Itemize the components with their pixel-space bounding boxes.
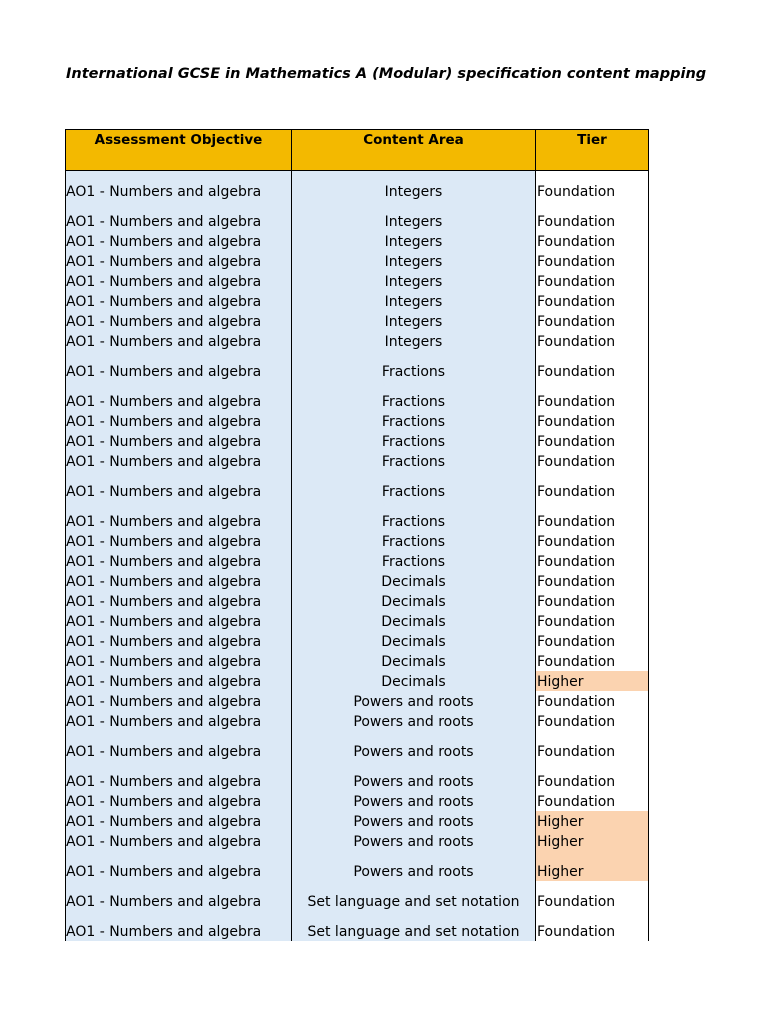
assessment-objective-cell xyxy=(66,431,292,451)
assessment-objective-cell xyxy=(66,381,292,411)
tier-cell xyxy=(536,651,649,671)
tier-cell xyxy=(536,791,649,811)
tier-cell xyxy=(536,471,649,501)
assessment-objective-cell xyxy=(66,351,292,381)
assessment-objective-cell xyxy=(66,411,292,431)
content-area-cell xyxy=(292,811,536,831)
tier-cell-text: Foundation xyxy=(537,414,616,430)
tier-cell xyxy=(536,611,649,631)
content-area-cell xyxy=(292,731,536,761)
content-area-cell-text: Fractions xyxy=(381,414,446,430)
tier-cell xyxy=(536,271,649,291)
tier-cell xyxy=(536,851,649,881)
tier-cell-text: Foundation xyxy=(537,634,616,650)
tier-cell-text: Foundation xyxy=(537,394,616,410)
content-area-cell xyxy=(292,911,536,941)
tier-cell-text: Foundation xyxy=(537,484,616,500)
tier-cell-text: Foundation xyxy=(537,574,616,590)
table-row xyxy=(66,351,649,381)
tier-cell-text: Foundation xyxy=(537,534,616,550)
assessment-objective-cell xyxy=(66,551,292,571)
content-area-cell xyxy=(292,881,536,911)
table-header xyxy=(66,129,649,171)
content-area-cell-text: Integers xyxy=(384,334,443,350)
assessment-objective-cell-text: AO1 - Numbers and algebra xyxy=(66,394,262,410)
tier-cell xyxy=(536,251,649,271)
content-area-cell xyxy=(292,711,536,731)
tier-cell xyxy=(536,411,649,431)
assessment-objective-cell-text: AO1 - Numbers and algebra xyxy=(66,594,262,610)
table-row xyxy=(66,811,649,831)
tier-cell-text: Foundation xyxy=(537,554,616,570)
tier-cell-text: Foundation xyxy=(537,274,616,290)
assessment-objective-cell-text: AO1 - Numbers and algebra xyxy=(66,294,262,310)
table-row xyxy=(66,501,649,531)
tier-cell xyxy=(536,231,649,251)
table-row xyxy=(66,731,649,761)
assessment-objective-cell-text: AO1 - Numbers and algebra xyxy=(66,744,262,760)
table-row xyxy=(66,531,649,551)
table-row xyxy=(66,251,649,271)
content-area-cell xyxy=(292,791,536,811)
content-area-cell-text: Fractions xyxy=(381,534,446,550)
assessment-objective-cell-text: AO1 - Numbers and algebra xyxy=(66,454,262,470)
tier-cell-text: Foundation xyxy=(537,314,616,330)
table-row xyxy=(66,911,649,941)
assessment-objective-cell-text: AO1 - Numbers and algebra xyxy=(66,254,262,270)
content-area-cell-text: Powers and roots xyxy=(353,864,474,880)
table-row xyxy=(66,831,649,851)
content-area-cell-text: Decimals xyxy=(381,614,446,630)
content-area-cell-text: Set language and set notation xyxy=(307,924,520,940)
content-area-cell-text: Integers xyxy=(384,234,443,250)
tier-cell xyxy=(536,531,649,551)
content-area-cell-text: Powers and roots xyxy=(353,714,474,730)
content-area-cell-text: Set language and set notation xyxy=(307,894,520,910)
content-area-cell xyxy=(292,331,536,351)
tier-cell-text: Foundation xyxy=(537,594,616,610)
content-area-cell xyxy=(292,591,536,611)
content-area-cell-text: Powers and roots xyxy=(353,794,474,810)
tier-cell-text: Foundation xyxy=(537,744,616,760)
table-row xyxy=(66,651,649,671)
tier-cell xyxy=(536,311,649,331)
tier-cell xyxy=(536,551,649,571)
assessment-objective-cell-text: AO1 - Numbers and algebra xyxy=(66,274,262,290)
content-area-cell xyxy=(292,671,536,691)
content-area-cell xyxy=(292,311,536,331)
content-area-cell-text: Decimals xyxy=(381,654,446,670)
tier-cell-text: Foundation xyxy=(537,894,616,910)
content-area-cell-text: Decimals xyxy=(381,574,446,590)
tier-cell xyxy=(536,811,649,831)
tier-cell-text: Foundation xyxy=(537,694,616,710)
assessment-objective-cell xyxy=(66,251,292,271)
content-area-cell-text: Fractions xyxy=(381,364,446,380)
content-area-cell-text: Fractions xyxy=(381,454,446,470)
tier-cell-text: Foundation xyxy=(537,454,616,470)
tier-cell xyxy=(536,331,649,351)
content-area-cell-text: Decimals xyxy=(381,674,446,690)
assessment-objective-cell xyxy=(66,571,292,591)
assessment-objective-cell xyxy=(66,591,292,611)
content-area-cell-text: Fractions xyxy=(381,434,446,450)
content-area-cell xyxy=(292,551,536,571)
assessment-objective-cell-text: AO1 - Numbers and algebra xyxy=(66,894,262,910)
tier-cell xyxy=(536,201,649,231)
table-row xyxy=(66,551,649,571)
tier-cell-text: Foundation xyxy=(537,514,616,530)
tier-cell-text: Foundation xyxy=(537,774,616,790)
tier-cell-text: Foundation xyxy=(537,184,616,200)
assessment-objective-cell-text: AO1 - Numbers and algebra xyxy=(66,214,262,230)
assessment-objective-cell xyxy=(66,911,292,941)
tier-cell-text: Higher xyxy=(537,864,584,880)
content-area-cell xyxy=(292,471,536,501)
tier-cell xyxy=(536,171,649,201)
tier-cell xyxy=(536,691,649,711)
content-area-cell xyxy=(292,251,536,271)
content-area-cell xyxy=(292,271,536,291)
content-area-cell xyxy=(292,631,536,651)
content-area-cell-text: Integers xyxy=(384,254,443,270)
assessment-objective-cell xyxy=(66,791,292,811)
assessment-objective-cell xyxy=(66,811,292,831)
assessment-objective-cell xyxy=(66,231,292,251)
table-row xyxy=(66,571,649,591)
assessment-objective-cell-text: AO1 - Numbers and algebra xyxy=(66,794,262,810)
content-area-cell xyxy=(292,831,536,851)
tier-cell-text: Foundation xyxy=(537,614,616,630)
tier-cell-text: Foundation xyxy=(537,364,616,380)
content-area-cell xyxy=(292,171,536,201)
content-area-cell-text: Powers and roots xyxy=(353,834,474,850)
content-area-cell-text: Powers and roots xyxy=(353,694,474,710)
tier-cell xyxy=(536,431,649,451)
tier-cell-text: Foundation xyxy=(537,434,616,450)
assessment-objective-cell-text: AO1 - Numbers and algebra xyxy=(66,864,262,880)
tier-cell xyxy=(536,631,649,651)
content-area-cell-text: Fractions xyxy=(381,484,446,500)
table-row xyxy=(66,411,649,431)
assessment-objective-cell xyxy=(66,831,292,851)
assessment-objective-cell-text: AO1 - Numbers and algebra xyxy=(66,434,262,450)
tier-cell xyxy=(536,501,649,531)
table-row xyxy=(66,671,649,691)
table-row xyxy=(66,311,649,331)
assessment-objective-cell-text: AO1 - Numbers and algebra xyxy=(66,694,262,710)
table-row xyxy=(66,231,649,251)
table-row xyxy=(66,591,649,611)
table-row xyxy=(66,761,649,791)
content-area-cell-text: Powers and roots xyxy=(353,774,474,790)
content-area-cell xyxy=(292,571,536,591)
content-area-cell xyxy=(292,651,536,671)
content-area-cell xyxy=(292,611,536,631)
content-area-cell xyxy=(292,761,536,791)
assessment-objective-cell-text: AO1 - Numbers and algebra xyxy=(66,654,262,670)
header-tier: Tier xyxy=(536,130,649,170)
assessment-objective-cell xyxy=(66,611,292,631)
table-row xyxy=(66,611,649,631)
assessment-objective-cell xyxy=(66,731,292,761)
content-area-cell xyxy=(292,501,536,531)
content-area-cell xyxy=(292,201,536,231)
table-row xyxy=(66,631,649,651)
tier-cell xyxy=(536,351,649,381)
assessment-objective-cell-text: AO1 - Numbers and algebra xyxy=(66,184,262,200)
assessment-objective-cell-text: AO1 - Numbers and algebra xyxy=(66,674,262,690)
content-area-cell-text: Integers xyxy=(384,294,443,310)
assessment-objective-cell xyxy=(66,171,292,201)
tier-cell-text: Higher xyxy=(537,814,584,830)
assessment-objective-cell-text: AO1 - Numbers and algebra xyxy=(66,574,262,590)
assessment-objective-cell xyxy=(66,851,292,881)
header-content-area: Content Area xyxy=(292,130,536,170)
assessment-objective-cell-text: AO1 - Numbers and algebra xyxy=(66,774,262,790)
tier-cell-text: Foundation xyxy=(537,334,616,350)
assessment-objective-cell-text: AO1 - Numbers and algebra xyxy=(66,534,262,550)
assessment-objective-cell xyxy=(66,201,292,231)
tier-cell xyxy=(536,711,649,731)
assessment-objective-cell xyxy=(66,691,292,711)
assessment-objective-cell-text: AO1 - Numbers and algebra xyxy=(66,924,262,940)
assessment-objective-cell xyxy=(66,711,292,731)
assessment-objective-cell-text: AO1 - Numbers and algebra xyxy=(66,834,262,850)
assessment-objective-cell-text: AO1 - Numbers and algebra xyxy=(66,364,262,380)
table-row xyxy=(66,881,649,911)
assessment-objective-cell-text: AO1 - Numbers and algebra xyxy=(66,234,262,250)
assessment-objective-cell-text: AO1 - Numbers and algebra xyxy=(66,614,262,630)
content-area-cell-text: Integers xyxy=(384,214,443,230)
assessment-objective-cell xyxy=(66,331,292,351)
table-row xyxy=(66,451,649,471)
assessment-objective-cell-text: AO1 - Numbers and algebra xyxy=(66,314,262,330)
assessment-objective-cell xyxy=(66,631,292,651)
tier-cell-text: Foundation xyxy=(537,294,616,310)
assessment-objective-cell xyxy=(66,471,292,501)
tier-cell xyxy=(536,571,649,591)
content-area-cell xyxy=(292,451,536,471)
tier-cell xyxy=(536,761,649,791)
assessment-objective-cell xyxy=(66,651,292,671)
tier-cell xyxy=(536,291,649,311)
table-row xyxy=(66,711,649,731)
content-area-cell-text: Decimals xyxy=(381,634,446,650)
content-area-cell xyxy=(292,531,536,551)
tier-cell-text: Higher xyxy=(537,674,584,690)
tier-cell-text: Foundation xyxy=(537,254,616,270)
tier-cell xyxy=(536,671,649,691)
assessment-objective-cell-text: AO1 - Numbers and algebra xyxy=(66,414,262,430)
assessment-objective-cell xyxy=(66,671,292,691)
tier-cell-text: Foundation xyxy=(537,234,616,250)
assessment-objective-cell xyxy=(66,881,292,911)
tier-cell xyxy=(536,831,649,851)
table-row xyxy=(66,471,649,501)
assessment-objective-cell xyxy=(66,271,292,291)
table-row xyxy=(66,171,649,201)
tier-cell-text: Foundation xyxy=(537,714,616,730)
table-body xyxy=(66,171,649,941)
content-area-cell xyxy=(292,351,536,381)
tier-cell xyxy=(536,731,649,761)
content-area-cell-text: Integers xyxy=(384,184,443,200)
table-row xyxy=(66,291,649,311)
content-mapping-table xyxy=(65,129,649,941)
table-row xyxy=(66,271,649,291)
content-area-cell-text: Fractions xyxy=(381,514,446,530)
content-area-cell-text: Powers and roots xyxy=(353,814,474,830)
table-row xyxy=(66,201,649,231)
assessment-objective-cell-text: AO1 - Numbers and algebra xyxy=(66,634,262,650)
assessment-objective-cell xyxy=(66,531,292,551)
assessment-objective-cell xyxy=(66,311,292,331)
table-row xyxy=(66,431,649,451)
assessment-objective-cell-text: AO1 - Numbers and algebra xyxy=(66,484,262,500)
content-area-cell-text: Decimals xyxy=(381,594,446,610)
content-area-cell xyxy=(292,381,536,411)
tier-cell-text: Foundation xyxy=(537,654,616,670)
assessment-objective-cell xyxy=(66,501,292,531)
table-row xyxy=(66,691,649,711)
tier-cell xyxy=(536,881,649,911)
assessment-objective-cell-text: AO1 - Numbers and algebra xyxy=(66,814,262,830)
document-title: International GCSE in Mathematics A (Modular) specification content mapping xyxy=(66,66,707,82)
content-area-cell-text: Fractions xyxy=(381,394,446,410)
tier-cell xyxy=(536,451,649,471)
content-area-cell xyxy=(292,411,536,431)
assessment-objective-cell xyxy=(66,451,292,471)
assessment-objective-cell-text: AO1 - Numbers and algebra xyxy=(66,714,262,730)
tier-cell-text: Higher xyxy=(537,834,584,850)
table-row xyxy=(66,331,649,351)
assessment-objective-cell xyxy=(66,761,292,791)
content-area-cell-text: Powers and roots xyxy=(353,744,474,760)
tier-cell-text: Foundation xyxy=(537,794,616,810)
content-area-cell xyxy=(292,291,536,311)
assessment-objective-cell-text: AO1 - Numbers and algebra xyxy=(66,554,262,570)
content-area-cell xyxy=(292,231,536,251)
content-area-cell xyxy=(292,431,536,451)
table-row xyxy=(66,381,649,411)
tier-cell-text: Foundation xyxy=(537,214,616,230)
header-assessment-objective: Assessment Objective xyxy=(66,130,292,170)
table-row xyxy=(66,791,649,811)
content-area-cell xyxy=(292,691,536,711)
assessment-objective-cell-text: AO1 - Numbers and algebra xyxy=(66,334,262,350)
tier-cell xyxy=(536,591,649,611)
content-area-cell-text: Fractions xyxy=(381,554,446,570)
assessment-objective-cell xyxy=(66,291,292,311)
tier-cell-text: Foundation xyxy=(537,924,616,940)
assessment-objective-cell-text: AO1 - Numbers and algebra xyxy=(66,514,262,530)
tier-cell xyxy=(536,911,649,941)
content-area-cell-text: Integers xyxy=(384,314,443,330)
table-row xyxy=(66,851,649,881)
tier-cell xyxy=(536,381,649,411)
content-area-cell-text: Integers xyxy=(384,274,443,290)
content-area-cell xyxy=(292,851,536,881)
